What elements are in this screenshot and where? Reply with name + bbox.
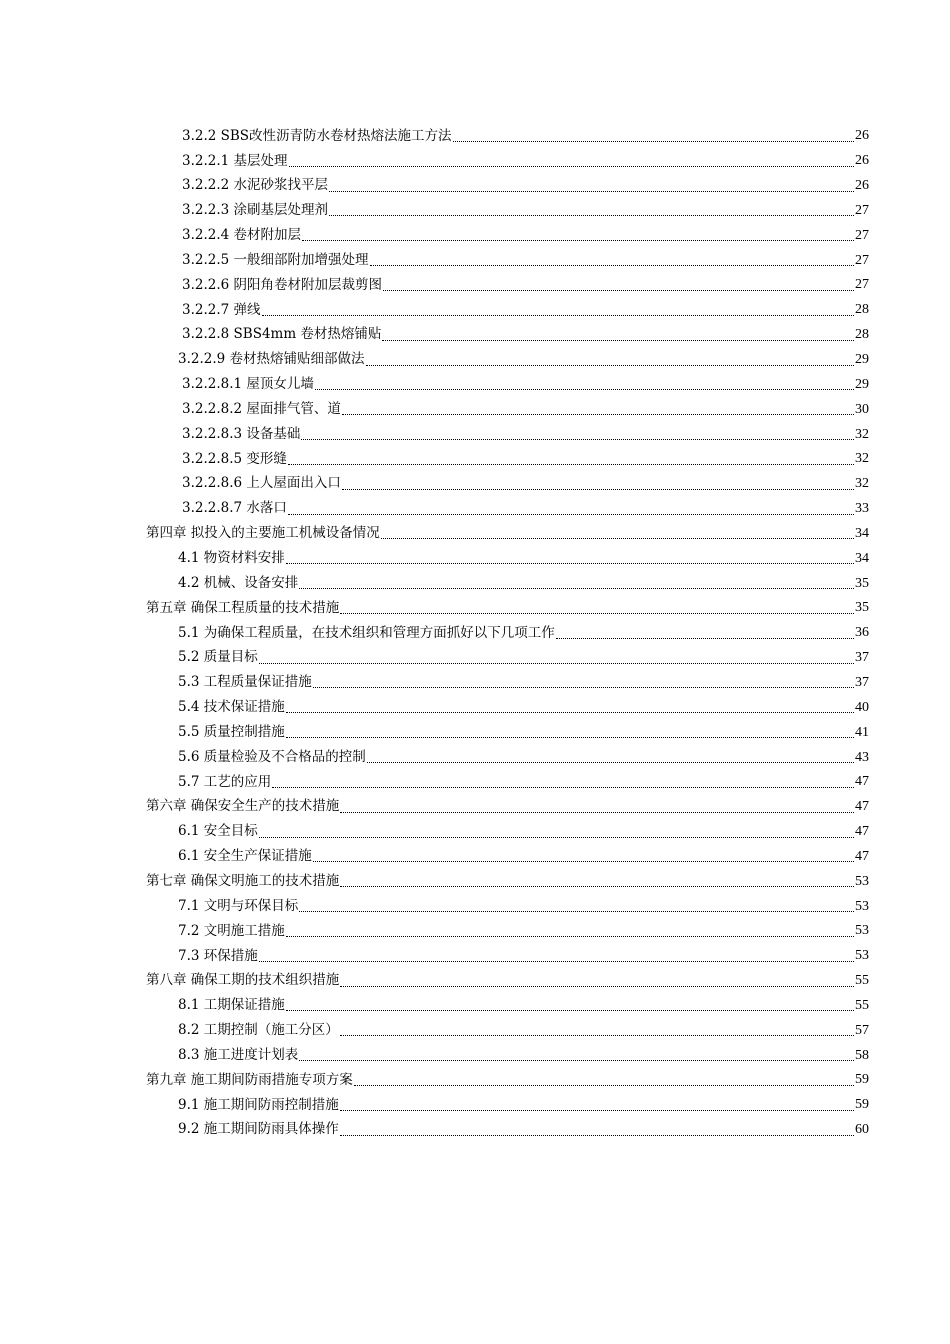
dot-leader xyxy=(329,215,854,216)
toc-entry[interactable] xyxy=(0,919,869,944)
toc-entry-title: 8.2 工期控制（施工分区） xyxy=(178,1022,339,1039)
toc-entry-title: 5.1 为确保工程质量，在技术组织和管理方面抓好以下几项工作 xyxy=(178,624,555,641)
toc-entry-title: 3.2.2 SBS改性沥青防水卷材热熔法施工方法 xyxy=(182,127,452,144)
toc-entry-title: 5.5 质量控制措施 xyxy=(178,723,285,740)
toc-entry-page-number: 53 xyxy=(855,923,869,939)
toc-entry-title: 第九章 施工期间防雨措施专项方案 xyxy=(146,1071,353,1088)
dot-leader xyxy=(366,365,854,366)
dot-leader xyxy=(299,1060,854,1061)
dot-leader xyxy=(286,936,854,937)
toc-entry-page-number: 34 xyxy=(855,525,869,541)
toc-entry[interactable] xyxy=(0,174,869,199)
toc-entry-title: 9.2 施工期间防雨具体操作 xyxy=(178,1121,339,1138)
toc-entry[interactable] xyxy=(0,944,869,969)
toc-entry-page-number: 53 xyxy=(855,948,869,964)
dot-leader xyxy=(383,290,854,291)
dot-leader xyxy=(286,1010,854,1011)
toc-entry-title: 5.3 工程质量保证措施 xyxy=(178,674,312,691)
toc-entry-title: 3.2.2.7 弹线 xyxy=(182,301,261,318)
toc-entry-page-number: 59 xyxy=(855,1072,869,1088)
dot-leader xyxy=(315,389,854,390)
toc-entry-title: 4.1 物资材料安排 xyxy=(178,550,285,567)
dot-leader xyxy=(259,961,854,962)
toc-entry-title: 第八章 确保工期的技术组织措施 xyxy=(146,972,340,989)
toc-entry-title: 5.4 技术保证措施 xyxy=(178,699,285,716)
dot-leader xyxy=(286,563,854,564)
toc-entry[interactable] xyxy=(0,273,869,298)
toc-entry[interactable] xyxy=(0,1018,869,1043)
toc-entry-title: 3.2.2.8 SBS4mm 卷材热熔铺贴 xyxy=(182,326,382,343)
toc-entry-page-number: 60 xyxy=(855,1122,869,1138)
dot-leader xyxy=(340,812,854,813)
dot-leader xyxy=(313,687,854,688)
toc-entry-page-number: 29 xyxy=(855,352,869,368)
toc-entry-title: 5.6 质量检验及不合格品的控制 xyxy=(178,748,366,765)
toc-entry[interactable] xyxy=(0,397,869,422)
dot-leader xyxy=(340,1035,854,1036)
toc-entry[interactable] xyxy=(0,348,869,373)
toc-entry-title: 第四章 拟投入的主要施工机械设备情况 xyxy=(146,525,380,542)
toc-entry-page-number: 27 xyxy=(855,252,869,268)
toc-entry[interactable] xyxy=(0,720,869,745)
toc-entry-title: 3.2.2.8.2 屋面排气管、道 xyxy=(182,400,341,417)
dot-leader xyxy=(259,663,854,664)
dot-leader xyxy=(299,588,854,589)
dot-leader xyxy=(370,265,854,266)
toc-entry-title: 第七章 确保文明施工的技术措施 xyxy=(146,872,340,889)
toc-entry-page-number: 27 xyxy=(855,227,869,243)
toc-entry[interactable] xyxy=(0,596,869,621)
toc-entry-title: 3.2.2.9 卷材热熔铺贴细部做法 xyxy=(178,351,365,368)
toc-entry[interactable] xyxy=(0,522,869,547)
toc-entry[interactable] xyxy=(0,1043,869,1068)
toc-entry[interactable] xyxy=(0,869,869,894)
toc-entry-page-number: 58 xyxy=(855,1047,869,1063)
toc-entry[interactable] xyxy=(0,571,869,596)
toc-entry-page-number: 27 xyxy=(855,277,869,293)
toc-entry-title: 6.1 安全目标 xyxy=(178,823,258,840)
toc-entry[interactable] xyxy=(0,621,869,646)
toc-entry[interactable] xyxy=(0,248,869,273)
dot-leader xyxy=(286,737,854,738)
dot-leader xyxy=(382,340,854,341)
toc-entry-page-number: 26 xyxy=(855,153,869,169)
dot-leader xyxy=(340,986,854,987)
toc-entry-page-number: 37 xyxy=(855,650,869,666)
toc-entry-page-number: 55 xyxy=(855,973,869,989)
toc-entry-title: 4.2 机械、设备安排 xyxy=(178,574,299,591)
toc-entry[interactable] xyxy=(0,770,869,795)
toc-entry-title: 8.3 施工进度计划表 xyxy=(178,1046,299,1063)
toc-entry-page-number: 57 xyxy=(855,1022,869,1038)
toc-entry[interactable] xyxy=(0,422,869,447)
dot-leader xyxy=(329,191,854,192)
toc-entry-title: 5.2 质量目标 xyxy=(178,649,258,666)
toc-entry[interactable] xyxy=(0,124,869,149)
dot-leader xyxy=(340,1110,854,1111)
toc-entry[interactable] xyxy=(0,671,869,696)
toc-entry-title: 3.2.2.6 阴阳角卷材附加层裁剪图 xyxy=(182,276,383,293)
toc-entry-title: 3.2.2.8.5 变形缝 xyxy=(182,450,287,467)
dot-leader xyxy=(340,1135,854,1136)
toc-entry-title: 3.2.2.1 基层处理 xyxy=(182,152,288,169)
toc-entry-page-number: 53 xyxy=(855,873,869,889)
dot-leader xyxy=(342,489,854,490)
toc-entry-page-number: 32 xyxy=(855,451,869,467)
toc-entry-page-number: 36 xyxy=(855,625,869,641)
toc-entry-title: 第五章 确保工程质量的技术措施 xyxy=(146,599,340,616)
toc-entry-page-number: 33 xyxy=(855,501,869,517)
toc-entry-page-number: 47 xyxy=(855,774,869,790)
dot-leader xyxy=(272,787,854,788)
dot-leader xyxy=(367,762,854,763)
toc-entry-page-number: 47 xyxy=(855,824,869,840)
toc-entry-page-number: 47 xyxy=(855,799,869,815)
dot-leader xyxy=(354,1085,854,1086)
toc-entry[interactable] xyxy=(0,1118,869,1143)
dot-leader xyxy=(289,166,854,167)
dot-leader xyxy=(286,712,854,713)
toc-entry-title: 3.2.2.8.6 上人屋面出入口 xyxy=(182,475,341,492)
toc-entry-page-number: 53 xyxy=(855,898,869,914)
toc-entry-title: 3.2.2.8.7 水落口 xyxy=(182,500,287,517)
toc-entry-title: 3.2.2.4 卷材附加层 xyxy=(182,227,302,244)
dot-leader xyxy=(301,439,854,440)
dot-leader xyxy=(262,315,854,316)
dot-leader xyxy=(342,414,854,415)
toc-entry[interactable] xyxy=(0,820,869,845)
toc-entry-title: 3.2.2.3 涂刷基层处理剂 xyxy=(182,202,329,219)
toc-entry-page-number: 28 xyxy=(855,327,869,343)
toc-entry-page-number: 59 xyxy=(855,1097,869,1113)
toc-entry[interactable] xyxy=(0,844,869,869)
toc-entry-page-number: 26 xyxy=(855,178,869,194)
toc-entry-title: 7.1 文明与环保目标 xyxy=(178,897,299,914)
toc-entry-title: 3.2.2.8.3 设备基础 xyxy=(182,425,301,442)
dot-leader xyxy=(259,837,854,838)
toc-entry[interactable] xyxy=(0,372,869,397)
toc-entry[interactable] xyxy=(0,497,869,522)
toc-entry[interactable] xyxy=(0,149,869,174)
toc-entry[interactable] xyxy=(0,298,869,323)
toc-entry-title: 第六章 确保安全生产的技术措施 xyxy=(146,798,340,815)
toc-entry-page-number: 35 xyxy=(855,600,869,616)
toc-entry-page-number: 37 xyxy=(855,674,869,690)
toc-entry-page-number: 41 xyxy=(855,724,869,740)
toc-entry[interactable] xyxy=(0,447,869,472)
toc-entry-page-number: 30 xyxy=(855,401,869,417)
toc-entry[interactable] xyxy=(0,199,869,224)
toc-entry[interactable] xyxy=(0,745,869,770)
toc-entry[interactable] xyxy=(0,994,869,1019)
dot-leader xyxy=(340,886,854,887)
toc-entry[interactable] xyxy=(0,323,869,348)
toc-entry-page-number: 29 xyxy=(855,376,869,392)
toc-entry-page-number: 40 xyxy=(855,699,869,715)
dot-leader xyxy=(340,613,854,614)
toc-entry-title: 3.2.2.8.1 屋顶女儿墙 xyxy=(182,376,314,393)
toc-entry-page-number: 34 xyxy=(855,550,869,566)
toc-entry[interactable] xyxy=(0,894,869,919)
dot-leader xyxy=(299,911,854,912)
dot-leader xyxy=(381,538,854,539)
toc-entry[interactable] xyxy=(0,1093,869,1118)
toc-entry-page-number: 43 xyxy=(855,749,869,765)
toc-entry-page-number: 26 xyxy=(855,128,869,144)
toc-entry[interactable] xyxy=(0,546,869,571)
toc-entry-title: 7.3 环保措施 xyxy=(178,947,258,964)
toc-entry-title: 5.7 工艺的应用 xyxy=(178,773,272,790)
toc-entry-title: 3.2.2.2 水泥砂浆找平层 xyxy=(182,177,329,194)
toc-entry-page-number: 28 xyxy=(855,302,869,318)
dot-leader xyxy=(556,638,854,639)
toc-entry[interactable] xyxy=(0,472,869,497)
toc-entry[interactable] xyxy=(0,795,869,820)
dot-leader xyxy=(313,861,854,862)
toc-entry-page-number: 47 xyxy=(855,848,869,864)
toc-entry[interactable] xyxy=(0,1068,869,1093)
toc-entry[interactable] xyxy=(0,223,869,248)
toc-entry-title: 3.2.2.5 一般细部附加增强处理 xyxy=(182,251,369,268)
toc-entry[interactable] xyxy=(0,969,869,994)
toc-entry[interactable] xyxy=(0,695,869,720)
dot-leader xyxy=(453,141,854,142)
toc-entry-title: 7.2 文明施工措施 xyxy=(178,922,285,939)
dot-leader xyxy=(288,514,854,515)
toc-entry-title: 9.1 施工期间防雨控制措施 xyxy=(178,1096,339,1113)
toc-entry-title: 6.1 安全生产保证措施 xyxy=(178,848,312,865)
toc-entry-page-number: 27 xyxy=(855,202,869,218)
toc-entry-page-number: 55 xyxy=(855,997,869,1013)
toc-entry-title: 8.1 工期保证措施 xyxy=(178,997,285,1014)
dot-leader xyxy=(302,240,854,241)
toc-entry[interactable] xyxy=(0,646,869,671)
toc-entry-page-number: 35 xyxy=(855,575,869,591)
toc-entry-page-number: 32 xyxy=(855,426,869,442)
toc-entry-page-number: 32 xyxy=(855,476,869,492)
dot-leader xyxy=(288,464,854,465)
table-of-contents xyxy=(0,124,950,1143)
